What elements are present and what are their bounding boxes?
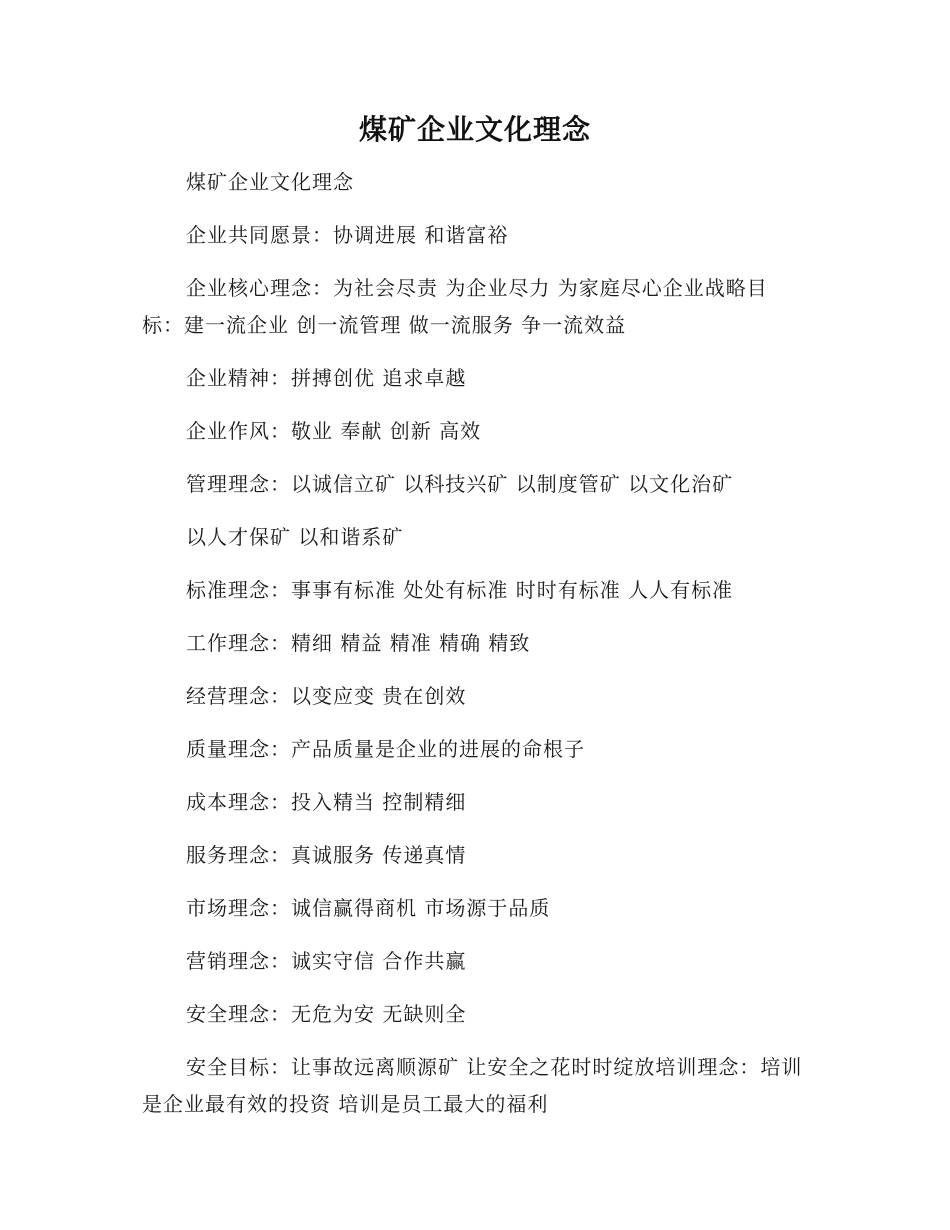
paragraph-market: 市场理念：诚信赢得商机 市场源于品质 xyxy=(186,896,551,920)
paragraph-style: 企业作风：敬业 奉献 创新 高效 xyxy=(186,419,482,443)
paragraph-management: 管理理念：以诚信立矿 以科技兴矿 以制度管矿 以文化治矿 xyxy=(186,472,734,496)
paragraph-cost: 成本理念：投入精当 控制精细 xyxy=(186,790,467,814)
paragraph-safety-goal: 安全目标：让事故远离顺源矿 让安全之花时时绽放培训理念：培训是企业最有效的投资 培训是员工最大的福利 xyxy=(142,1055,803,1116)
paragraph-vision: 企业共同愿景：协调进展 和谐富裕 xyxy=(186,223,509,247)
paragraph-work: 工作理念：精细 精益 精准 精确 精致 xyxy=(186,631,531,655)
paragraph-quality: 质量理念：产品质量是企业的进展的命根子 xyxy=(186,737,585,761)
paragraph-management-cont: 以人才保矿 以和谐系矿 xyxy=(186,525,404,549)
paragraph-spirit: 企业精神：拼搏创优 追求卓越 xyxy=(186,366,467,390)
paragraph-safety: 安全理念：无危为安 无缺则全 xyxy=(186,1002,467,1026)
document-title: 煤矿企业文化理念 xyxy=(358,113,591,146)
paragraph-operation: 经营理念：以变应变 贵在创效 xyxy=(186,684,467,708)
paragraph-service: 服务理念：真诚服务 传递真情 xyxy=(186,843,467,867)
paragraph-core-concept: 企业核心理念：为社会尽责 为企业尽力 为家庭尽心企业战略目标：建一流企业 创一流管理 做一流服务 争一流效益 xyxy=(142,276,768,337)
paragraph-marketing: 营销理念：诚实守信 合作共赢 xyxy=(186,949,467,973)
paragraph-standard: 标准理念：事事有标准 处处有标准 时时有标准 人人有标准 xyxy=(186,578,734,602)
document-body xyxy=(142,164,807,1139)
paragraph-subtitle: 煤矿企业文化理念 xyxy=(186,170,354,194)
